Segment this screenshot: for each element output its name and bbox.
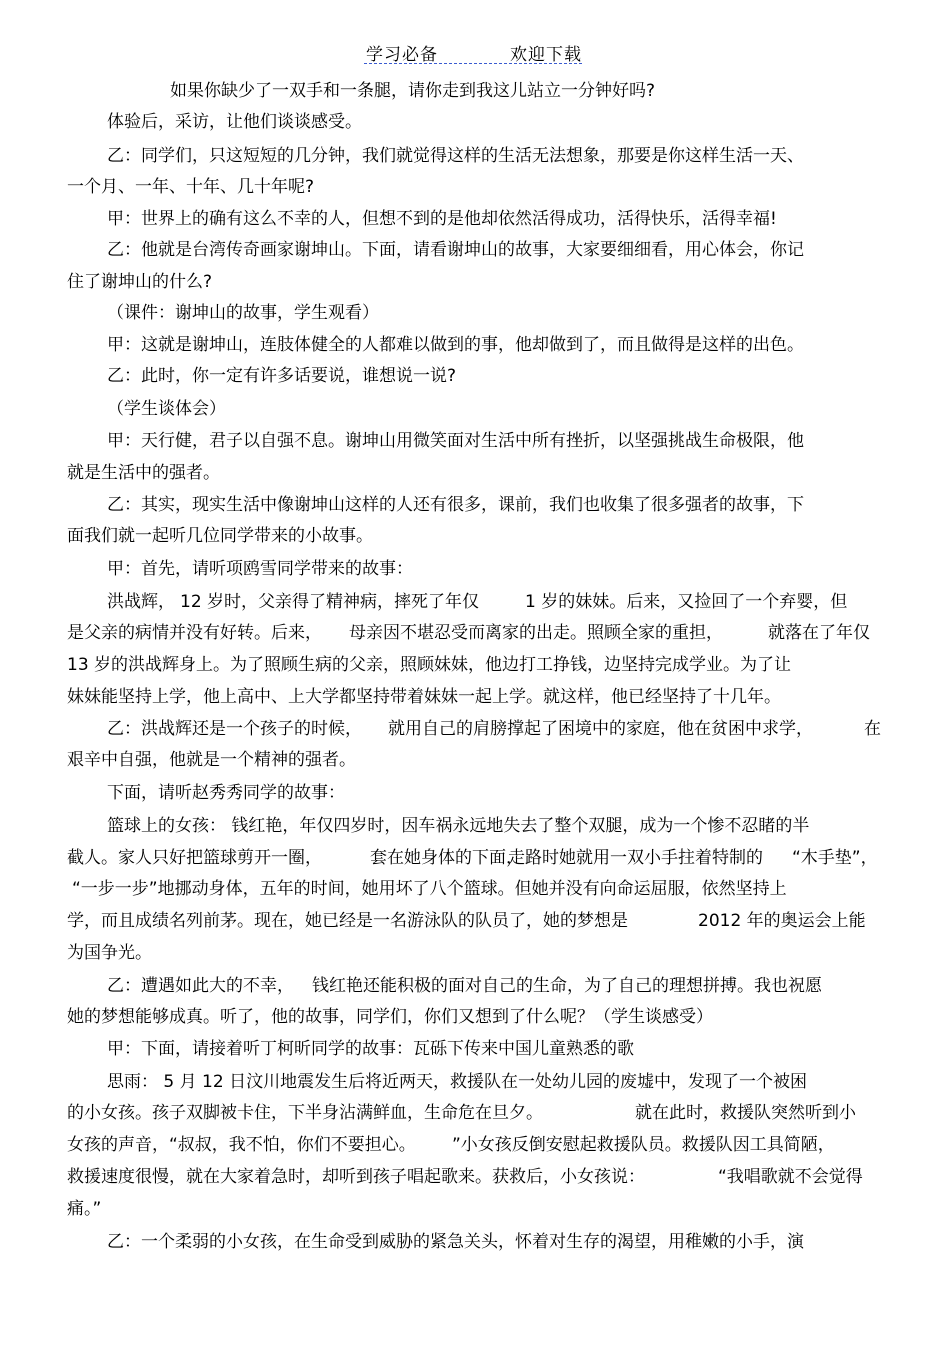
- text-segment: 洪战辉，: [107, 592, 175, 612]
- text-line: [0, 716, 950, 742]
- text-line: [0, 1036, 950, 1062]
- text-line: [0, 908, 950, 934]
- text-line: [0, 174, 950, 200]
- text-line: [0, 1004, 950, 1030]
- text-line: [0, 973, 950, 999]
- text-line: [0, 523, 950, 549]
- text-segment: 甲：首先，请听项鸥雪同学带来的故事：: [107, 559, 413, 579]
- text-segment: 女孩的声音，“叔叔，我不怕，你们不要担心。: [67, 1135, 416, 1155]
- text-segment: 甲：这就是谢坤山，连肢体健全的人都难以做到的事，他却做到了，而且做得是这样的出色。: [107, 335, 804, 355]
- text-line: [0, 876, 950, 902]
- text-segment: 乙：遭遇如此大的不幸，: [107, 976, 294, 996]
- header-left-text: 学习必备: [366, 45, 438, 65]
- text-line: [0, 813, 950, 839]
- text-line: [0, 652, 950, 678]
- text-line: [0, 684, 950, 710]
- text-line: [0, 620, 950, 646]
- text-segment: 走路时她就用一双小手拄着特制的: [508, 848, 763, 868]
- text-line: [0, 206, 950, 232]
- text-line: [0, 109, 950, 135]
- text-segment: 是父亲的病情并没有好转。后来，: [67, 623, 322, 643]
- text-line: [0, 460, 950, 486]
- text-line: [0, 1132, 950, 1158]
- text-line: [0, 1100, 950, 1126]
- text-segment: （课件：谢坤山的故事，学生观看）: [107, 303, 379, 323]
- text-segment: “我唱歌就不会觉得: [718, 1167, 863, 1187]
- text-segment: 为国争光。: [67, 943, 152, 963]
- text-segment: 救援速度很慢，就在大家着急时，却听到孩子唱起歌来。获救后，小女孩说：: [67, 1167, 645, 1187]
- text-segment: 12 岁时，父亲得了精神病，摔死了年仅: [180, 592, 480, 612]
- text-line: [0, 1164, 950, 1190]
- text-line: [0, 1196, 950, 1222]
- text-line: [0, 1069, 950, 1095]
- text-line: [0, 780, 950, 806]
- text-segment: 乙：一个柔弱的小女孩，在生命受到威胁的紧急关头，怀着对生存的渴望，用稚嫩的小手，演: [107, 1232, 804, 1252]
- text-segment: “木手垫”，: [792, 848, 878, 868]
- text-segment: （学生谈体会）: [107, 399, 226, 419]
- text-segment: 乙：洪战辉还是一个孩子的时候，: [107, 719, 362, 739]
- text-segment: 的小女孩。孩子双脚被卡住，下半身沾满鲜血，生命危在旦夕。: [67, 1103, 543, 1123]
- text-segment: 甲：世界上的确有这么不幸的人，但想不到的是他却依然活得成功，活得快乐，活得幸福!: [107, 209, 777, 229]
- text-line: [0, 492, 950, 518]
- text-segment: 痛。”: [67, 1199, 102, 1219]
- text-segment: 思雨： 5 月 12 日汶川地震发生后将近两天，救援队在一处幼儿园的废墟中，发现了一个被困: [107, 1072, 808, 1092]
- text-line: [0, 332, 950, 358]
- text-segment: 就落在了年仅: [768, 623, 870, 643]
- text-segment: 乙：此时，你一定有许多话要说，谁想说一说?: [107, 366, 457, 386]
- text-line: [0, 589, 950, 615]
- text-segment: 乙：他就是台湾传奇画家谢坤山。下面，请看谢坤山的故事，大家要细细看，用心体会，你记: [107, 240, 804, 260]
- text-segment: 就用自己的肩膀撑起了困境中的家庭，他在贫困中求学，: [388, 719, 813, 739]
- text-segment: 钱红艳还能积极的面对自己的生命，为了自己的理想拼搏。我也祝愿: [312, 976, 822, 996]
- text-line: [0, 845, 950, 871]
- text-segment: ”小女孩反倒安慰起救援队员。救援队因工具简陋，: [452, 1135, 835, 1155]
- text-line: [0, 300, 950, 326]
- text-segment: 1 岁的妹妹。后来，又捡回了一个弃婴，但: [525, 592, 848, 612]
- text-line: [0, 1229, 950, 1255]
- text-segment: “一步一步”地挪动身体，五年的时间，她用坏了八个篮球。但她并没有向命运屈服，依然坚持上: [72, 879, 787, 899]
- text-segment: 乙：同学们，只这短短的几分钟，我们就觉得这样的生活无法想象，那要是你这样生活一天、: [107, 146, 804, 166]
- text-segment: 就在此时，救援队突然听到小: [635, 1103, 856, 1123]
- text-segment: 2012 年的奥运会上能: [698, 911, 866, 931]
- text-segment: 篮球上的女孩： 钱红艳，年仅四岁时，因车祸永远地失去了整个双腿，成为一个惨不忍睹的半: [107, 816, 810, 836]
- text-segment: 面我们就一起听几位同学带来的小故事。: [67, 526, 373, 546]
- text-line: [0, 237, 950, 263]
- page-header: [0, 40, 950, 68]
- text-segment: 如果你缺少了一双手和一条腿，请你走到我这儿站立一分钟好吗?: [170, 81, 656, 101]
- text-line: [0, 747, 950, 773]
- text-line: [0, 269, 950, 295]
- text-segment: 体验后，采访，让他们谈谈感受。: [107, 112, 362, 132]
- text-segment: 学，而且成绩名列前茅。现在，她已经是一名游泳队的队员了，她的梦想是: [67, 911, 628, 931]
- text-line: [0, 78, 950, 104]
- text-segment: 截人。家人只好把篮球剪开一圈，: [67, 848, 322, 868]
- text-line: [0, 940, 950, 966]
- text-segment: 套在她身体的下面，: [370, 848, 523, 868]
- text-segment: 住了谢坤山的什么?: [67, 272, 213, 292]
- text-segment: 母亲因不堪忍受而离家的出走。照顾全家的重担，: [349, 623, 723, 643]
- text-segment: 下面，请听赵秀秀同学的故事：: [107, 783, 345, 803]
- text-line: [0, 396, 950, 422]
- text-segment: 她的梦想能够成真。听了，他的故事，同学们，你们又想到了什么呢？（学生谈感受）: [67, 1007, 713, 1027]
- text-line: [0, 143, 950, 169]
- text-line: [0, 363, 950, 389]
- text-line: [0, 428, 950, 454]
- text-segment: 乙：其实，现实生活中像谢坤山这样的人还有很多，课前，我们也收集了很多强者的故事，下: [107, 495, 804, 515]
- header-right-text: 欢迎下载: [510, 45, 582, 65]
- text-segment: 在: [864, 719, 881, 739]
- text-segment: 一个月、一年、十年、几十年呢?: [67, 177, 315, 197]
- text-segment: 妹妹能坚持上学，他上高中、上大学都坚持带着妹妹一起上学。就这样，他已经坚持了十几年。: [67, 687, 781, 707]
- text-segment: 13 岁的洪战辉身上。为了照顾生病的父亲，照顾妹妹，他边打工挣钱，边坚持完成学业。为了让: [67, 655, 792, 675]
- header-divider: [364, 63, 582, 64]
- text-segment: 就是生活中的强者。: [67, 463, 220, 483]
- text-line: [0, 556, 950, 582]
- text-segment: 甲：下面，请接着听丁柯昕同学的故事：瓦砾下传来中国儿童熟悉的歌: [107, 1039, 634, 1059]
- text-segment: 艰辛中自强，他就是一个精神的强者。: [67, 750, 356, 770]
- text-segment: 甲：天行健，君子以自强不息。谢坤山用微笑面对生活中所有挫折，以坚强挑战生命极限，他: [107, 431, 804, 451]
